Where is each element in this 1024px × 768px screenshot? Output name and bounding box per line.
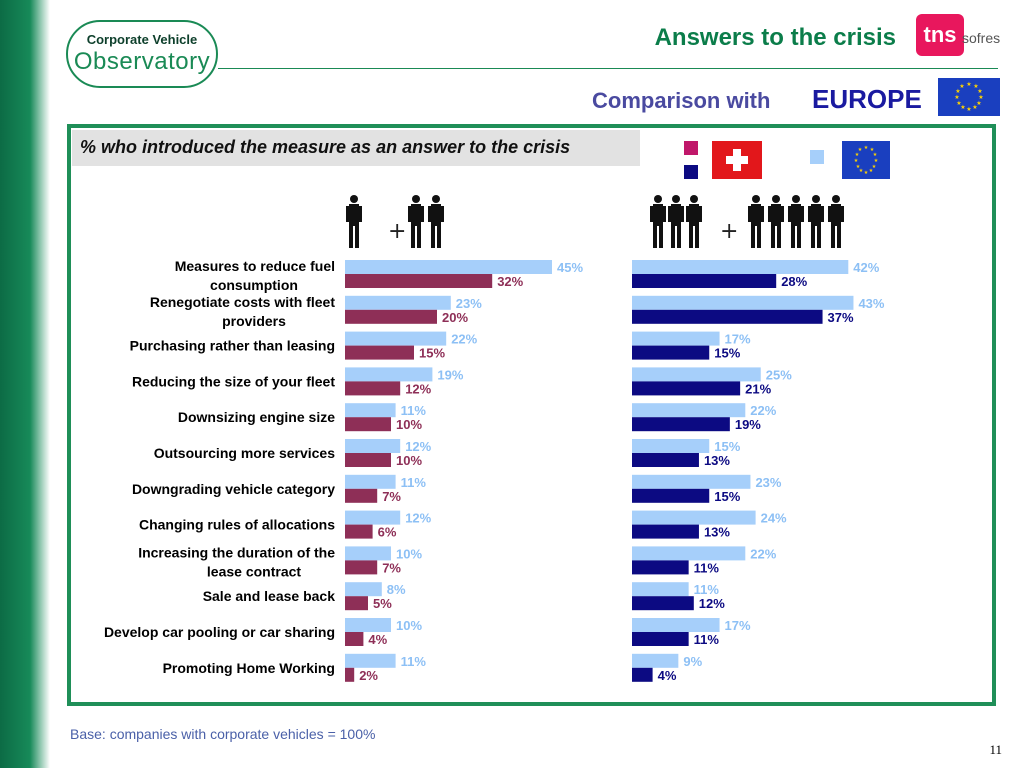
- svg-text:★: ★: [863, 170, 869, 176]
- bar: [345, 596, 368, 610]
- bar: [632, 475, 750, 489]
- bar: [632, 296, 853, 310]
- bar: [632, 381, 740, 395]
- data-label: 11%: [693, 582, 719, 598]
- bar: [345, 439, 400, 453]
- base-note: Base: companies with corporate vehicles = 100%: [70, 726, 376, 742]
- data-label: 21%: [745, 381, 772, 397]
- category-label: consumption: [210, 277, 298, 293]
- data-label: 19%: [734, 417, 761, 433]
- bar: [345, 582, 382, 596]
- svg-text:★: ★: [956, 100, 962, 107]
- svg-text:★: ★: [873, 158, 879, 164]
- data-label: 24%: [760, 510, 787, 526]
- data-label: 13%: [703, 453, 730, 468]
- bar: [632, 274, 776, 288]
- bar: [345, 475, 396, 489]
- logo-line2: Observatory: [73, 48, 211, 75]
- bar: [345, 546, 391, 560]
- svg-text:★: ★: [966, 81, 972, 88]
- data-label: 4%: [368, 632, 388, 647]
- category-label: Promoting Home Working: [162, 659, 335, 676]
- data-label: 17%: [724, 618, 751, 633]
- svg-text:★: ★: [857, 147, 863, 153]
- bar: [632, 489, 709, 503]
- bar: [345, 489, 377, 503]
- data-label: 12%: [698, 596, 725, 612]
- bar: [632, 332, 720, 346]
- data-label: 7%: [382, 488, 401, 504]
- data-label: 2%: [359, 667, 378, 683]
- bar: [345, 403, 396, 417]
- svg-text:★: ★: [871, 164, 877, 170]
- category-label: Changing rules of allocations: [138, 516, 335, 533]
- bar: [345, 274, 492, 288]
- data-label: 19%: [437, 367, 464, 383]
- svg-text:★: ★: [855, 164, 861, 170]
- bar: [632, 417, 730, 431]
- data-label: 10%: [396, 417, 423, 433]
- svg-text:★: ★: [954, 94, 960, 101]
- data-label: 11%: [400, 474, 426, 490]
- tns-logo-sub: sofres: [962, 30, 1001, 46]
- bar: [345, 560, 377, 574]
- data-label: 22%: [750, 403, 777, 419]
- bar: [345, 381, 400, 395]
- data-label: 10%: [396, 618, 423, 633]
- data-label: 11%: [693, 560, 719, 576]
- category-label: Downsizing engine size: [177, 409, 335, 426]
- svg-text:★: ★: [853, 158, 859, 164]
- data-label: 20%: [442, 309, 469, 325]
- svg-text:★: ★: [973, 83, 979, 90]
- bar: [345, 632, 363, 646]
- svg-text:★: ★: [976, 100, 982, 107]
- data-label: 25%: [765, 367, 792, 383]
- bar: [345, 618, 391, 632]
- bar: [632, 310, 823, 324]
- data-label: 15%: [419, 345, 446, 361]
- data-label: 17%: [724, 331, 751, 347]
- category-label: Renegotiate costs with fleet: [149, 293, 335, 310]
- question-text: % who introduced the measure as an answer to the crisis: [80, 137, 571, 157]
- data-label: 42%: [853, 260, 880, 275]
- category-label: Sale and lease back: [202, 588, 335, 605]
- data-label: 11%: [400, 653, 426, 669]
- svg-text:★: ★: [960, 104, 966, 111]
- svg-text:★: ★: [966, 106, 972, 113]
- data-label: 11%: [693, 632, 719, 647]
- subtitle-region: EUROPE: [812, 84, 922, 114]
- svg-text:★: ★: [955, 88, 961, 95]
- data-label: 4%: [657, 667, 677, 683]
- svg-text:★: ★: [858, 168, 864, 174]
- bar: [345, 453, 391, 467]
- category-label: Purchasing rather than leasing: [129, 337, 335, 354]
- svg-text:★: ★: [872, 152, 878, 158]
- svg-text:★: ★: [959, 83, 965, 90]
- data-label: 15%: [714, 345, 741, 361]
- data-label: 5%: [373, 596, 392, 612]
- svg-text:★: ★: [977, 88, 983, 95]
- bar: [632, 546, 745, 560]
- data-label: 32%: [497, 274, 524, 289]
- bar: [632, 260, 848, 274]
- data-label: 13%: [703, 524, 730, 540]
- bar: [345, 332, 446, 346]
- svg-text:★: ★: [854, 152, 860, 158]
- data-label: 11%: [400, 403, 426, 419]
- bar: [632, 632, 689, 646]
- data-label: 22%: [451, 331, 478, 347]
- bar: [632, 668, 653, 682]
- svg-text:★: ★: [868, 168, 874, 174]
- bar: [345, 417, 391, 431]
- bar: [632, 618, 720, 632]
- data-label: 23%: [455, 295, 482, 311]
- svg-text:★: ★: [863, 145, 869, 151]
- bar: [345, 367, 432, 381]
- data-label: 15%: [714, 439, 741, 454]
- bar: [632, 346, 709, 360]
- data-label: 9%: [683, 653, 703, 669]
- bar: [632, 511, 756, 525]
- category-label: Measures to reduce fuel: [174, 258, 335, 274]
- data-label: 45%: [557, 260, 584, 275]
- svg-text:★: ★: [978, 94, 984, 101]
- bar: [345, 310, 437, 324]
- data-label: 10%: [396, 546, 423, 562]
- data-label: 15%: [714, 488, 741, 504]
- data-label: 6%: [377, 524, 397, 540]
- svg-text:★: ★: [972, 104, 978, 111]
- bar: [632, 367, 761, 381]
- data-label: 23%: [755, 474, 782, 490]
- category-label: Reducing the size of your fleet: [131, 373, 335, 390]
- bar: [345, 654, 396, 668]
- category-label: lease contract: [206, 563, 302, 580]
- data-label: 22%: [750, 546, 777, 562]
- page-number: 11: [989, 742, 1002, 757]
- bar: [345, 346, 414, 360]
- svg-text:+: +: [388, 219, 407, 244]
- subtitle-prefix: Comparison with: [592, 88, 771, 113]
- tns-logo: tns: [916, 14, 964, 56]
- bar: [632, 403, 745, 417]
- page-title: Answers to the crisis: [654, 24, 896, 51]
- data-label: 12%: [405, 510, 432, 526]
- bar: [345, 511, 400, 525]
- svg-text:+: +: [720, 219, 739, 244]
- svg-text:★: ★: [869, 147, 875, 153]
- bar: [345, 296, 451, 310]
- data-label: 10%: [396, 453, 423, 468]
- logo-line1: Corporate Vehicle: [86, 32, 198, 47]
- bar: [632, 596, 694, 610]
- data-label: 12%: [405, 439, 432, 454]
- category-label: Downgrading vehicle category: [131, 480, 335, 497]
- data-label: 7%: [382, 560, 401, 576]
- bar: [632, 525, 699, 539]
- data-label: 43%: [858, 295, 885, 311]
- bar: [345, 260, 552, 274]
- bar: [632, 582, 689, 596]
- category-label: Develop car pooling or car sharing: [103, 624, 335, 640]
- category-label: Increasing the duration of the: [138, 544, 335, 561]
- bar: [632, 560, 689, 574]
- bar: [632, 654, 678, 668]
- data-label: 28%: [781, 274, 808, 289]
- bar: [632, 439, 709, 453]
- bar: [345, 525, 373, 539]
- category-label: providers: [222, 312, 286, 329]
- data-label: 12%: [405, 381, 432, 397]
- category-label: Outsourcing more services: [153, 445, 335, 461]
- bar: [632, 453, 699, 467]
- bar: [345, 668, 354, 682]
- data-label: 37%: [827, 309, 854, 325]
- data-label: 8%: [386, 582, 406, 598]
